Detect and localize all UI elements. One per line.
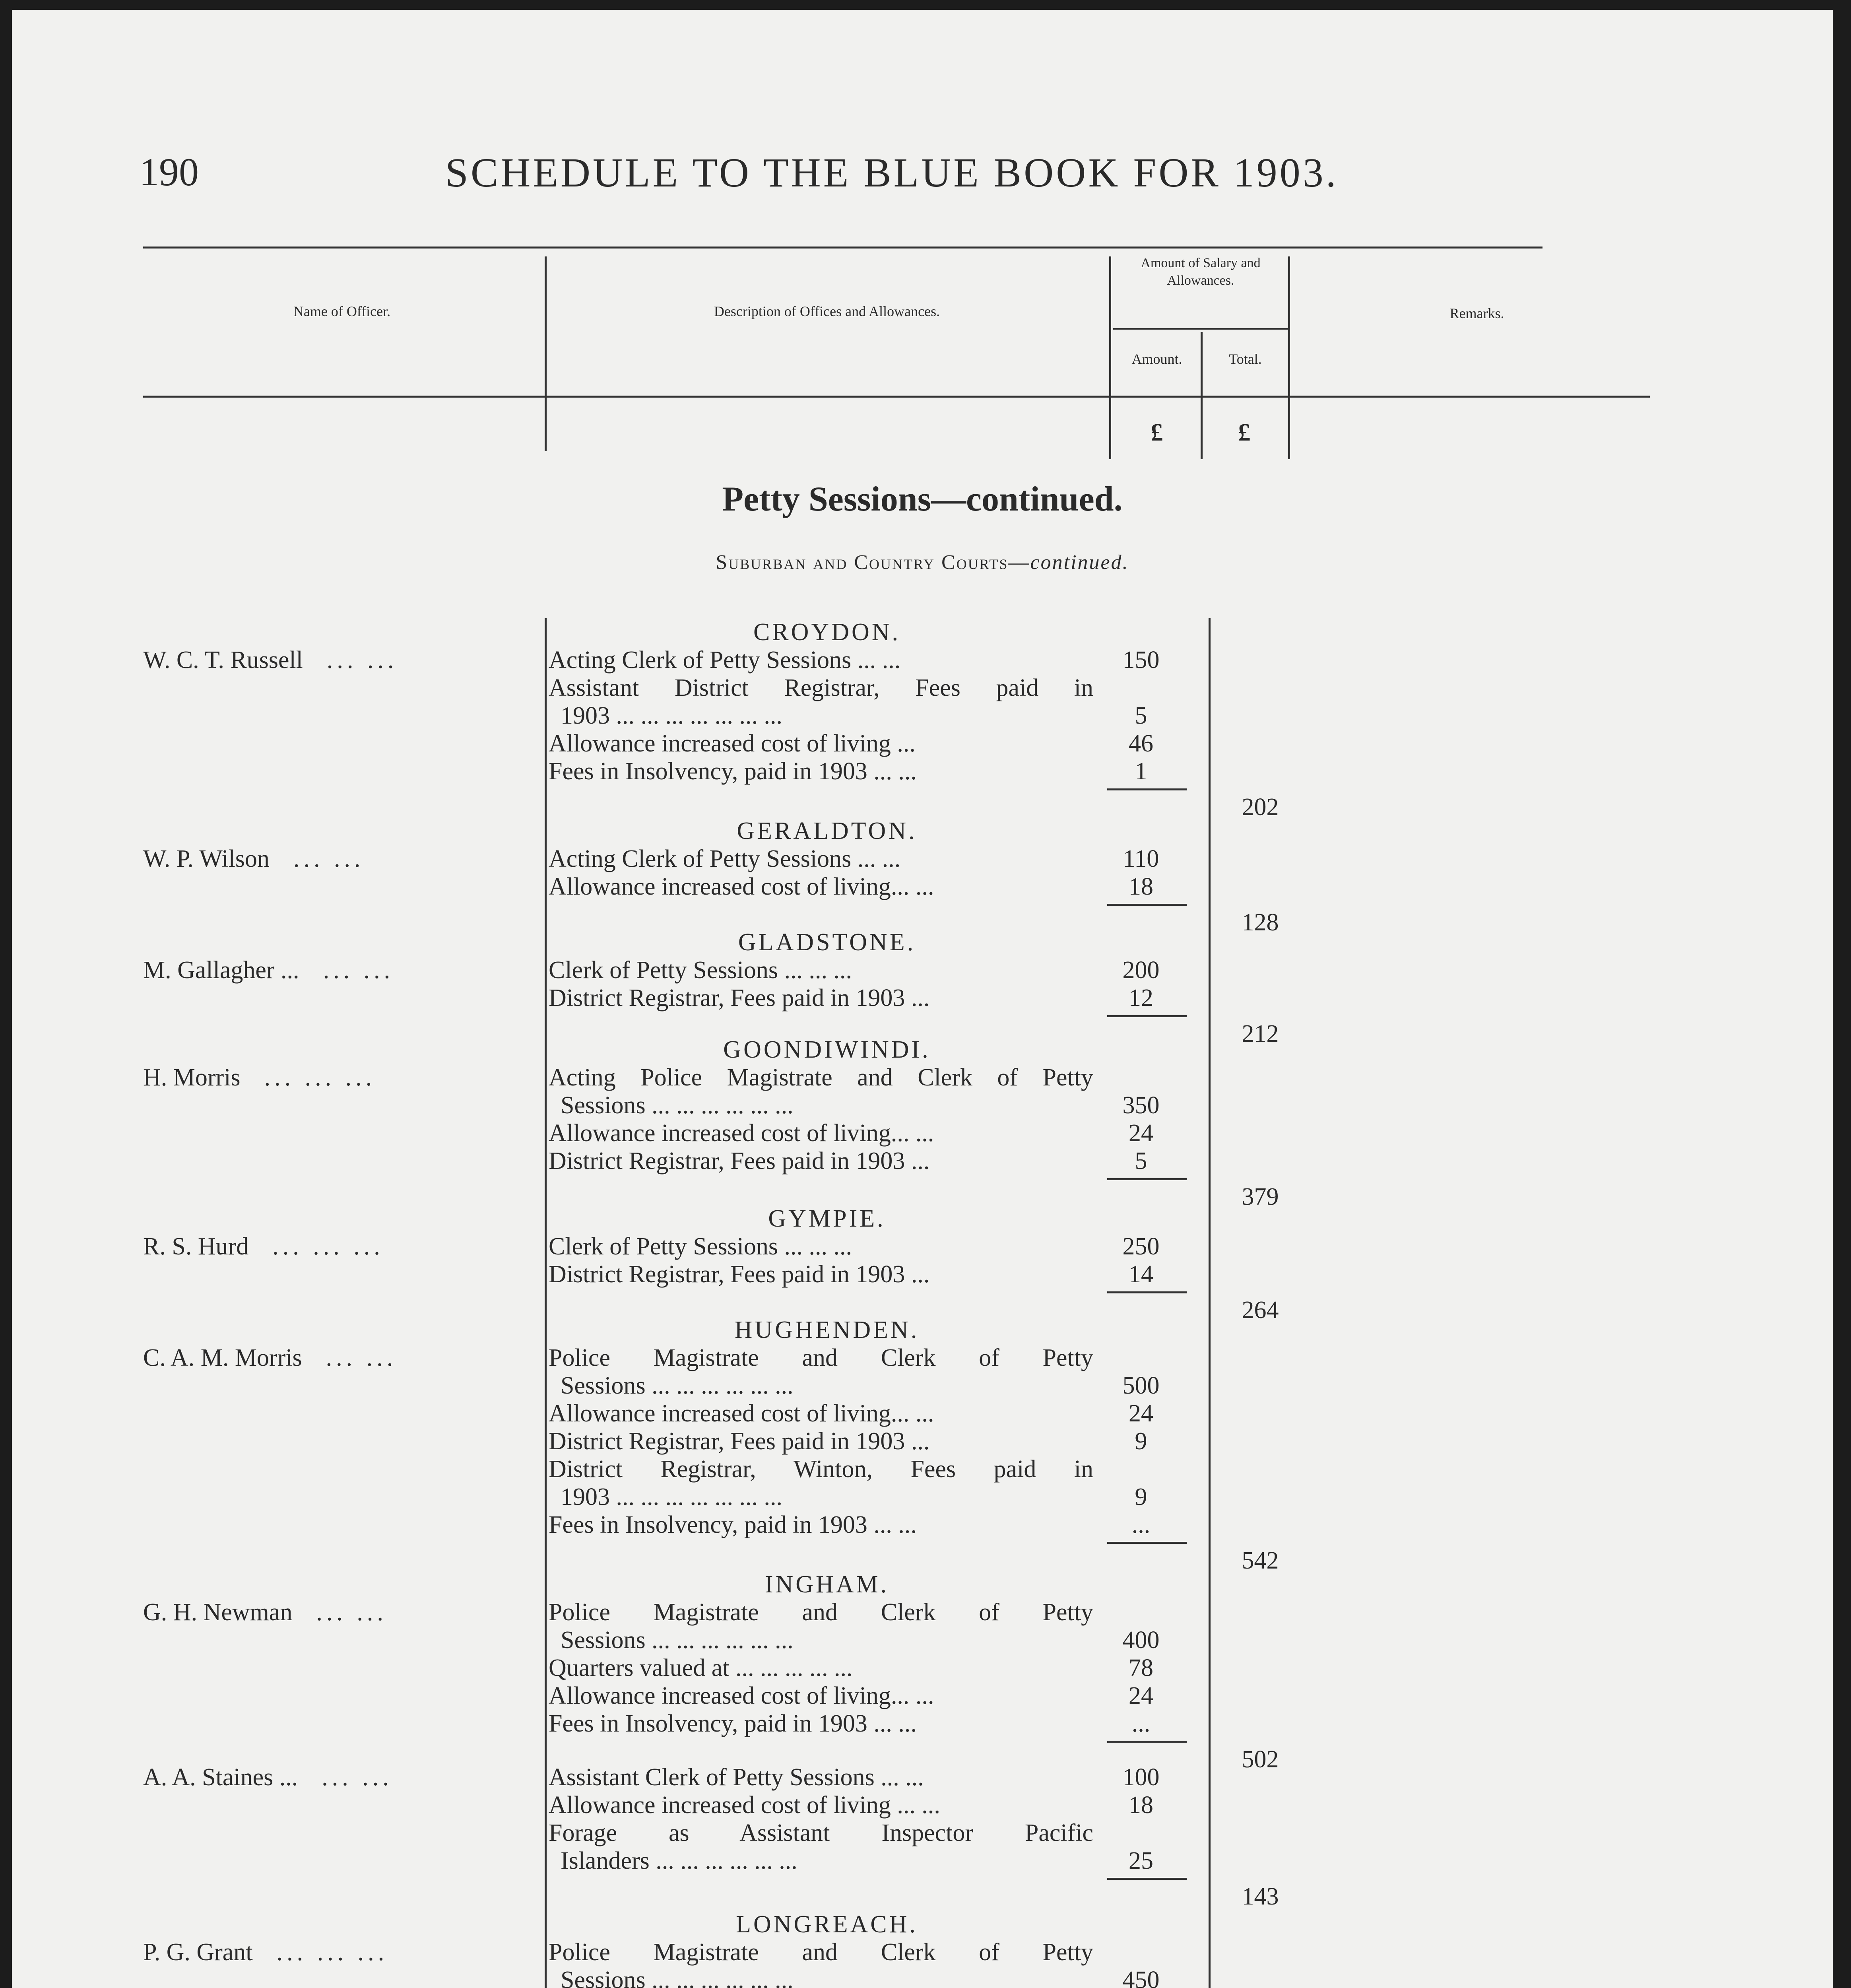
leader-dots: ... ... [326,646,398,674]
column-header-description: Description of Offices and Allowances. [714,303,940,319]
amount-value: 18 [1129,873,1153,900]
total-value: 264 [1242,1297,1279,1324]
officer-name-text: R. S. Hurd [143,1233,249,1260]
amount-value: 100 [1122,1764,1160,1791]
amount-value: 9 [1135,1483,1147,1510]
office-description: Acting Police Magistrate and Clerk of Petty [549,1064,1093,1091]
amount-value: 9 [1135,1428,1147,1455]
office-item [549,1598,1160,1654]
office-item [549,1654,1153,1682]
officer-name-text: H. Morris [143,1064,241,1091]
amount-value: ... [1131,1710,1151,1737]
office-description: Acting Clerk of Petty Sessions ... ... [549,646,901,674]
office-items [549,1763,1160,1875]
body-divider-1 [545,618,547,1988]
column-header-amount-group: Amount of Salary and Allowances. [1141,256,1261,288]
office-item [549,1064,1160,1119]
officer-name-text: W. C. T. Russell [143,646,303,674]
section-subtitle: Suburban and Country Courts—continued. [716,551,1129,574]
office-items [549,845,1159,901]
office-description: District Registrar, Fees paid in 1903 ... [549,1428,930,1455]
office-items [549,1064,1160,1175]
office-description: Islanders ... ... ... ... ... ... [561,1847,797,1874]
office-description: District Registrar, Fees paid in 1903 ... [549,984,930,1011]
total-value: 143 [1242,1883,1279,1910]
amount-value: 400 [1122,1627,1160,1654]
amount-group-rule [1113,328,1288,330]
officer-name [143,1938,388,1966]
body-divider-2 [1209,618,1211,1988]
subtotal-rule [1107,1291,1187,1293]
amount-value: 18 [1129,1792,1153,1819]
amount-value: 500 [1122,1372,1160,1399]
officer-name [143,1344,397,1372]
officer-name [143,1598,387,1626]
office-item [549,1763,1160,1791]
amount-value: 46 [1129,730,1153,757]
officer-name [143,1763,393,1791]
subtotal-rule [1107,1542,1187,1544]
leader-dots: ... ... [326,1344,397,1371]
officer-name-text: G. H. Newman [143,1599,293,1626]
office-item [549,1147,1147,1175]
amount-value: 5 [1135,1147,1147,1175]
total-value: 212 [1242,1020,1279,1047]
column-divider-1 [545,256,547,451]
leader-dots: ... ... [323,957,394,984]
office-description: Police Magistrate and Clerk of Petty [549,1599,1093,1626]
office-description: Allowance increased cost of living... ... [549,1400,934,1427]
leader-dots: ... ... ... [264,1064,376,1091]
office-items [549,956,1160,1012]
office-item [549,1791,1153,1819]
column-header-amount: Amount. [1131,351,1182,367]
header-bottom-rule [143,396,1650,398]
document-page [12,10,1833,1988]
office-description: Allowance increased cost of living... ... [549,873,934,900]
officer-name [143,956,394,984]
court-location: LONGREACH. [736,1911,918,1938]
leader-dots: ... ... ... [276,1939,388,1966]
office-description: District Registrar, Winton, Fees paid in [549,1456,1093,1483]
amount-value: 12 [1129,984,1153,1011]
office-items [549,1233,1160,1288]
amount-value: ... [1131,1511,1151,1538]
amount-value: 450 [1122,1967,1160,1988]
office-item [549,845,1159,873]
amount-value: 250 [1122,1233,1160,1260]
office-items [549,646,1160,785]
office-item [549,873,1153,901]
office-description: Assistant Clerk of Petty Sessions ... ... [549,1764,924,1791]
total-value: 502 [1242,1746,1279,1773]
page-title: SCHEDULE TO THE BLUE BOOK FOR 1903. [445,150,1339,196]
officer-name-text: M. Gallagher ... [143,957,299,984]
officer-name [143,1064,376,1091]
office-description: Sessions ... ... ... ... ... ... [561,1372,794,1399]
office-item [549,1938,1160,1988]
subtotal-rule [1107,1878,1187,1880]
total-value: 128 [1242,909,1279,936]
amount-value: 350 [1122,1092,1160,1119]
office-description: Quarters valued at ... ... ... ... ... [549,1654,853,1681]
column-header-total: Total. [1229,351,1262,367]
currency-amount: £ [1151,419,1163,446]
column-header-name: Name of Officer. [293,303,391,319]
subtotal-rule [1107,788,1187,790]
amount-value: 24 [1129,1682,1153,1709]
amount-value: 24 [1129,1400,1153,1427]
office-item [549,1260,1153,1288]
total-value: 202 [1242,794,1279,821]
leader-dots: ... ... ... [272,1233,384,1260]
office-description: Fees in Insolvency, paid in 1903 ... ... [549,1511,917,1538]
office-description: 1903 ... ... ... ... ... ... ... [561,702,782,729]
court-location: GYMPIE. [768,1205,886,1232]
officer-name-text: C. A. M. Morris [143,1344,302,1371]
office-item [549,1511,1151,1539]
office-description: District Registrar, Fees paid in 1903 ... [549,1147,930,1175]
office-item [549,1819,1153,1875]
office-items [549,1938,1160,1988]
page-number: 190 [139,150,199,194]
office-description: Forage as Assistant Inspector Pacific [549,1819,1093,1846]
court-location: GLADSTONE. [738,929,916,956]
leader-dots: ... ... [316,1599,387,1626]
officer-name [143,1233,384,1260]
office-item [549,1710,1151,1738]
currency-total: £ [1238,419,1251,446]
amount-value: 25 [1129,1847,1153,1874]
column-divider-4 [1288,256,1290,459]
office-description: Assistant District Registrar, Fees paid in [549,674,1093,701]
office-item [549,646,1160,674]
amount-value: 5 [1135,702,1147,729]
office-item [549,1427,1147,1455]
office-item [549,1400,1153,1427]
amount-value: 200 [1122,957,1160,984]
office-item [549,674,1147,730]
office-description: Sessions ... ... ... ... ... ... [561,1967,794,1988]
amount-value: 24 [1129,1120,1153,1147]
office-description: Clerk of Petty Sessions ... ... ... [549,1233,852,1260]
column-header-remarks: Remarks. [1449,305,1504,321]
office-item [549,1233,1160,1260]
office-description: Sessions ... ... ... ... ... ... [561,1092,794,1119]
office-description: Fees in Insolvency, paid in 1903 ... ... [549,1710,917,1737]
office-description: District Registrar, Fees paid in 1903 ... [549,1261,930,1288]
office-item [549,1455,1147,1511]
office-description: 1903 ... ... ... ... ... ... ... [561,1483,782,1510]
amount-value: 150 [1122,646,1160,674]
court-location: GERALDTON. [737,817,917,845]
office-item [549,956,1160,984]
office-items [549,1344,1160,1539]
office-item [549,1119,1153,1147]
total-value: 542 [1242,1547,1279,1574]
officer-name [143,845,364,873]
section-title: Petty Sessions—continued. [722,480,1123,518]
office-description: Clerk of Petty Sessions ... ... ... [549,957,852,984]
office-description: Sessions ... ... ... ... ... ... [561,1627,794,1654]
office-description: Allowance increased cost of living... ... [549,1120,934,1147]
office-item [549,730,1153,757]
office-item [549,1682,1153,1710]
amount-value: 110 [1123,845,1159,872]
officer-name-text: W. P. Wilson [143,845,270,872]
office-item [549,1344,1160,1400]
subtotal-rule [1107,1178,1187,1180]
office-description: Police Magistrate and Clerk of Petty [549,1939,1093,1966]
court-location: CROYDON. [753,619,901,646]
leader-dots: ... ... [293,845,365,872]
office-description: Acting Clerk of Petty Sessions ... ... [549,845,901,872]
subtotal-rule [1107,1015,1187,1017]
header-top-rule [143,247,1542,248]
officer-name-text: A. A. Staines ... [143,1764,298,1791]
court-location: HUGHENDEN. [734,1316,920,1343]
amount-value: 78 [1129,1654,1153,1681]
amount-value: 1 [1135,758,1147,785]
office-description: Allowance increased cost of living ... ... [549,1792,940,1819]
office-description: Fees in Insolvency, paid in 1903 ... ... [549,758,917,785]
office-item [549,757,1147,785]
column-divider-2 [1109,256,1111,459]
office-item [549,984,1153,1012]
office-description: Allowance increased cost of living... ... [549,1682,934,1709]
amount-value: 14 [1129,1261,1153,1288]
officer-name [143,646,398,674]
leader-dots: ... ... [322,1764,393,1791]
court-location: GOONDIWINDI. [723,1036,931,1063]
office-description: Allowance increased cost of living ... [549,730,916,757]
subtotal-rule [1107,1741,1187,1743]
office-description: Police Magistrate and Clerk of Petty [549,1344,1093,1371]
officer-name-text: P. G. Grant [143,1939,253,1966]
total-value: 379 [1242,1183,1279,1210]
subtotal-rule [1107,904,1187,906]
office-items [549,1598,1160,1738]
court-location: INGHAM. [764,1571,889,1598]
